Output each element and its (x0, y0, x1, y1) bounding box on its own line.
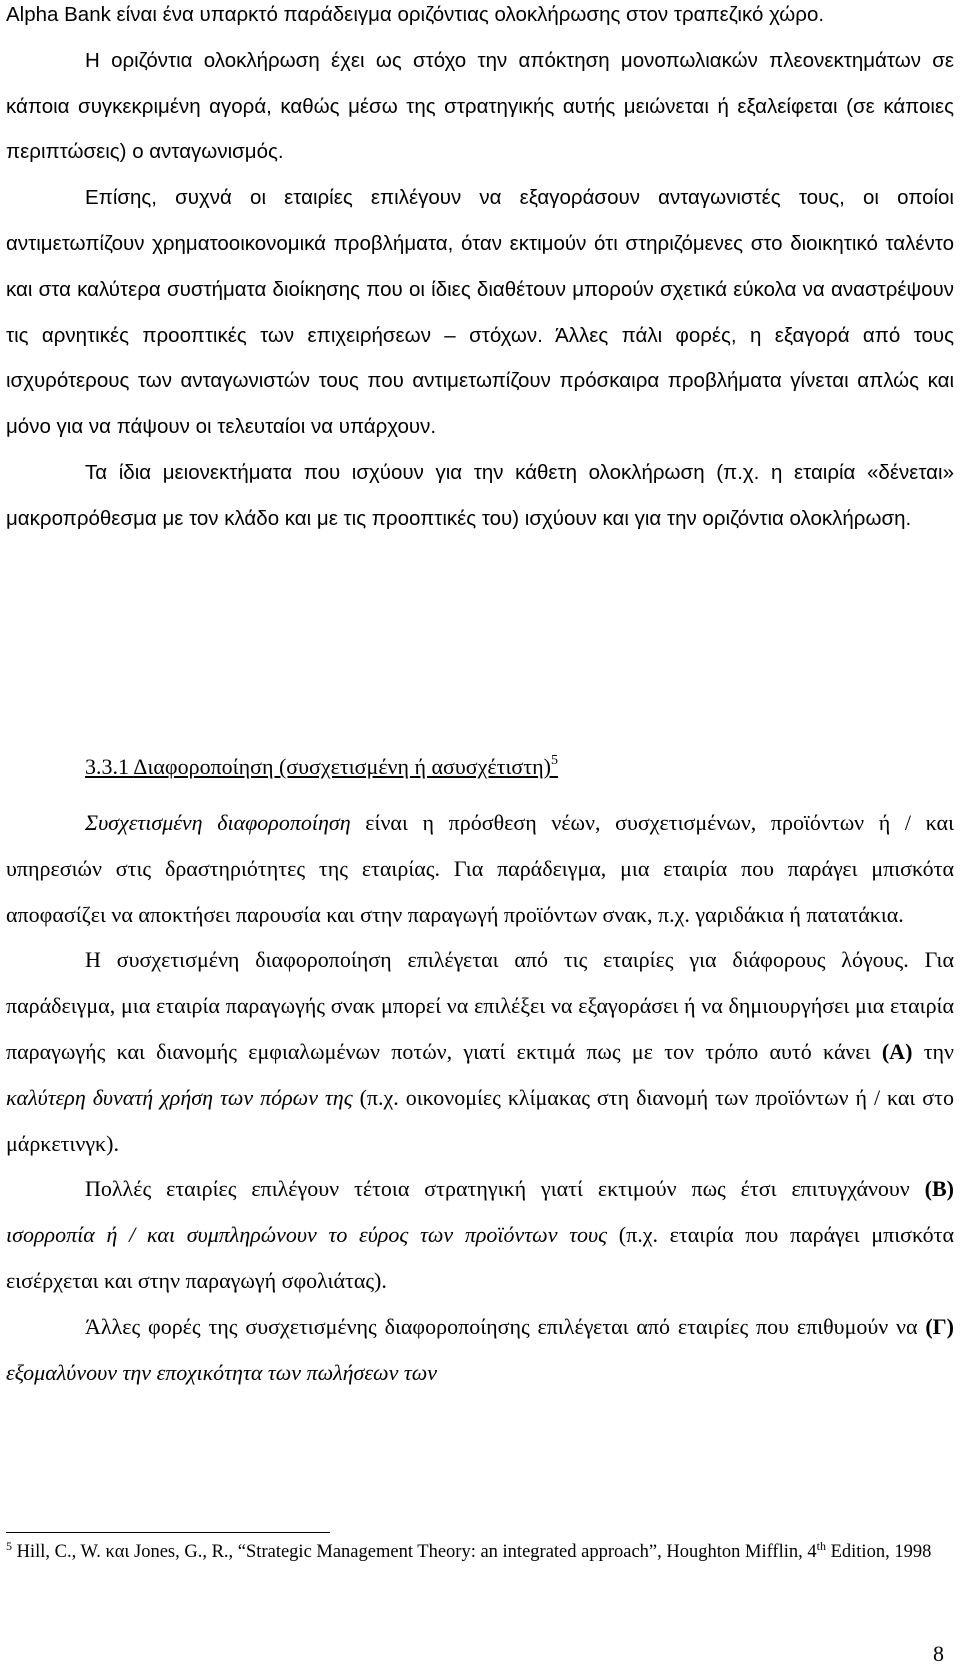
footnote-reference: 5 (550, 753, 558, 768)
marker-c: (Γ) (925, 1313, 954, 1339)
emphasis-best-use: καλύτερη δυνατή χρήση των πόρων της (6, 1084, 353, 1110)
paragraph-alpha-bank: Alpha Bank είναι ένα υπαρκτό παράδειγμα οριζόντιας ολοκλήρωσης στον τραπεζικό χώρο. (6, 3, 825, 26)
paragraph-balance (6, 1166, 954, 1303)
marker-b: (B) (924, 1176, 954, 1202)
section-diversification (6, 800, 954, 1395)
paragraph-horizontal-goal: Η οριζόντια ολοκλήρωση έχει ως στόχο την απόκτηση μονοπωλιακών πλεονεκτημάτων σε κάποια συγκεκριμένη αγορά, καθώς μέσω της στρατηγικής αυτής μειώνεται ή εξαλείφεται (σε κάποιες περιπτώσεις) ο ανταγωνισμός. (6, 48, 954, 164)
balance-text-start: Πολλές εταιρίες επιλέγουν τέτοια στρατηγική γιατί εκτιμούν πως έτσι επιτυγχάνουν (85, 1176, 925, 1202)
footnote (6, 1539, 954, 1566)
paragraph-disadvantages: Τα ίδια μειονεκτήματα που ισχύουν για την κάθετη ολοκλήρωση (π.χ. η εταιρία «δένεται» μακροπρόθεσμα με τον κλάδο και με τις προοπτικές του) ισχύουν και για την οριζόντια ολοκλήρωση. (6, 460, 954, 530)
footnote-text-b: Edition, 1998 (825, 1542, 932, 1562)
paragraph-related-diversification (6, 800, 954, 937)
balance-text-end: (π.χ. εταιρία που παράγει μπισκότα εισέρχεται και στην παραγωγή σφολιάτας). (6, 1222, 954, 1293)
paragraph-seasonality (6, 1304, 954, 1396)
footnote-ordinal: th (816, 1539, 826, 1553)
acquisitions-text-cont: Άλλες πάλι φορές, η εξαγορά από τους ισχυρότερους των ανταγωνιστών τους που αντιμετωπίζουν πρόσκαιρα προβλήματα γίνεται απλώς και μόνο για να πάψουν οι τελευταίοι να υπάρχουν. (6, 323, 954, 439)
section-heading (85, 752, 558, 782)
section-horizontal-integration (6, 0, 954, 542)
marker-a: (A) (881, 1038, 913, 1064)
document-page (6, 0, 954, 1678)
acquisitions-text: Επίσης, συχνά οι εταιρίες επιλέγουν να εξαγοράσουν ανταγωνιστές τους, οι οποίοι αντιμετωπίζουν χρηματοοικονομικά προβλήματα, όταν εκτιμούν ότι στηριζόμενες στο διοικητικό ταλέντο και στα καλύτερα συστήματα διοίκησης που οι ίδιες διαθέτουν μπορούν σχετικά εύκολα να αναστρέψουν τις αρνητικές προοπτικές των επιχειρήσεων – στόχων. (6, 186, 954, 347)
reasons-text-mid: την (912, 1038, 954, 1064)
related-diversification-text: είναι η πρόσθεση νέων, συσχετισμένων, προϊόντων ή / και υπηρεσιών στις δραστηριότητες της εταιρίας. Για παράδειγμα, μια εταιρία που παράγει μπισκότα αποφασίζει να αποκτήσει παρουσία και στην παραγωγή προϊόντων σνακ, π.χ. γαριδάκια ή πατατάκια. (6, 810, 954, 927)
term-related-diversification: Συσχετισμένη διαφοροποίηση (85, 810, 351, 835)
footnote-text-a: Hill, C., W. και Jones, G., R., “Strategic Management Theory: an integrated approach”, Houghton Mifflin, 4 (12, 1542, 817, 1562)
reasons-text-end: (π.χ. οικονομίες κλίμακας στη διανομή των προϊόντων ή / και στο μάρκετινγκ). (6, 1084, 954, 1156)
footnote-number: 5 (6, 1539, 12, 1553)
footnote-separator (6, 1532, 330, 1533)
section-number: 3.3.1 (85, 754, 129, 779)
emphasis-seasonality: εξομαλύνουν την εποχικότητα των πωλήσεων των (6, 1359, 438, 1385)
section-title: Διαφοροποίηση (συσχετισμένη ή ασυσχέτιστη) (133, 754, 551, 779)
emphasis-balance: ισορροπία ή / και συμπληρώνουν το εύρος των προϊόντων τους (6, 1222, 608, 1248)
seasonality-text-start: Άλλες φορές της συσχετισμένης διαφοροποίησης επιλέγεται από εταιρίες που επιθυμούν να (85, 1313, 926, 1339)
reasons-text-start: Η συσχετισμένη διαφοροποίηση επιλέγεται από τις εταιρίες για διάφορους λόγους. Για παράδειγμα, μια εταιρία παραγωγής σνακ μπορεί να επιλέξει να εξαγοράσει ή να δημιουργήσει μια εταιρία παραγωγής και διανομής εμφιαλωμένων ποτών, γιατί εκτιμά πως με τον τρόπο αυτό κάνει (6, 947, 954, 1064)
paragraph-reasons (6, 937, 954, 1166)
paragraph-acquisitions (6, 175, 954, 450)
page-number: 8 (933, 1641, 944, 1666)
